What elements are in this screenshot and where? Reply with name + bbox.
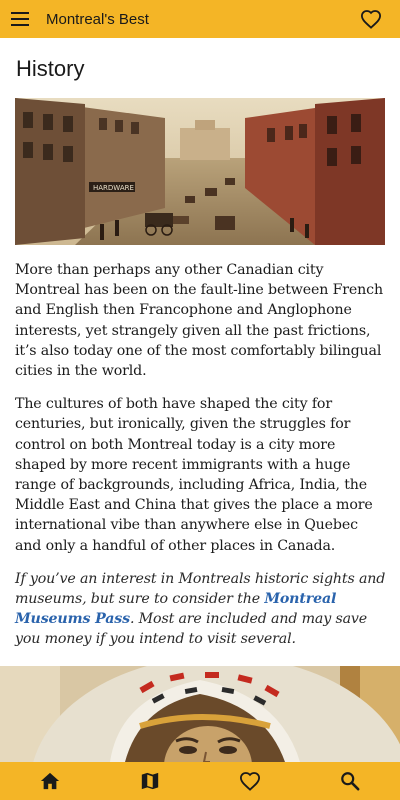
hamburger-menu-icon [10, 11, 30, 27]
favorite-heart-icon[interactable] [360, 9, 382, 29]
heart-outline-icon [239, 771, 261, 791]
article-paragraph: The cultures of both have shaped the city for centuries, but ironically, given the struggles for control on both Montreal today is a city more shaped by more recent immigrants with a huge range of backgrounds, including Africa, India, the Middle East and China that gives the place a more international vibe than anywhere else in Quebec and only a handful of other places in Canada. [15, 396, 373, 554]
nav-home[interactable] [20, 762, 80, 800]
nav-map[interactable] [120, 762, 180, 800]
hardware-sign: HARDWARE [93, 184, 134, 192]
article-body [15, 260, 387, 663]
home-icon [39, 771, 61, 791]
bottom-navigation [0, 762, 400, 800]
montreal-museums-pass-link[interactable]: Montreal Museums Pass [15, 591, 337, 628]
search-icon [339, 771, 361, 791]
app-title: Montreal's Best [46, 10, 149, 28]
app-bar [0, 0, 400, 38]
note-text-after-link: . Most are included and may save you money if you intend to visit several. [15, 611, 368, 648]
article-paragraph: More than perhaps any other Canadian city Montreal has been on the fault-line between French and English then Francophone and Anglophone interests, yet strangely given all the past frictions, it’s also today one of the most comfortably bilingual cities in the world. [15, 262, 383, 380]
page-title: History [16, 56, 85, 81]
headdress-painting-image [0, 666, 400, 762]
menu-button[interactable] [0, 0, 40, 38]
note-text-before-link: If you’ve an interest in Montreals historic sights and museums, but sure to consider the [15, 570, 386, 608]
nav-search[interactable] [320, 762, 380, 800]
content-area[interactable] [0, 38, 400, 762]
nav-favorites[interactable] [220, 762, 280, 800]
hero-image [15, 98, 385, 245]
map-icon [139, 771, 161, 791]
museum-pass-note [15, 569, 387, 650]
